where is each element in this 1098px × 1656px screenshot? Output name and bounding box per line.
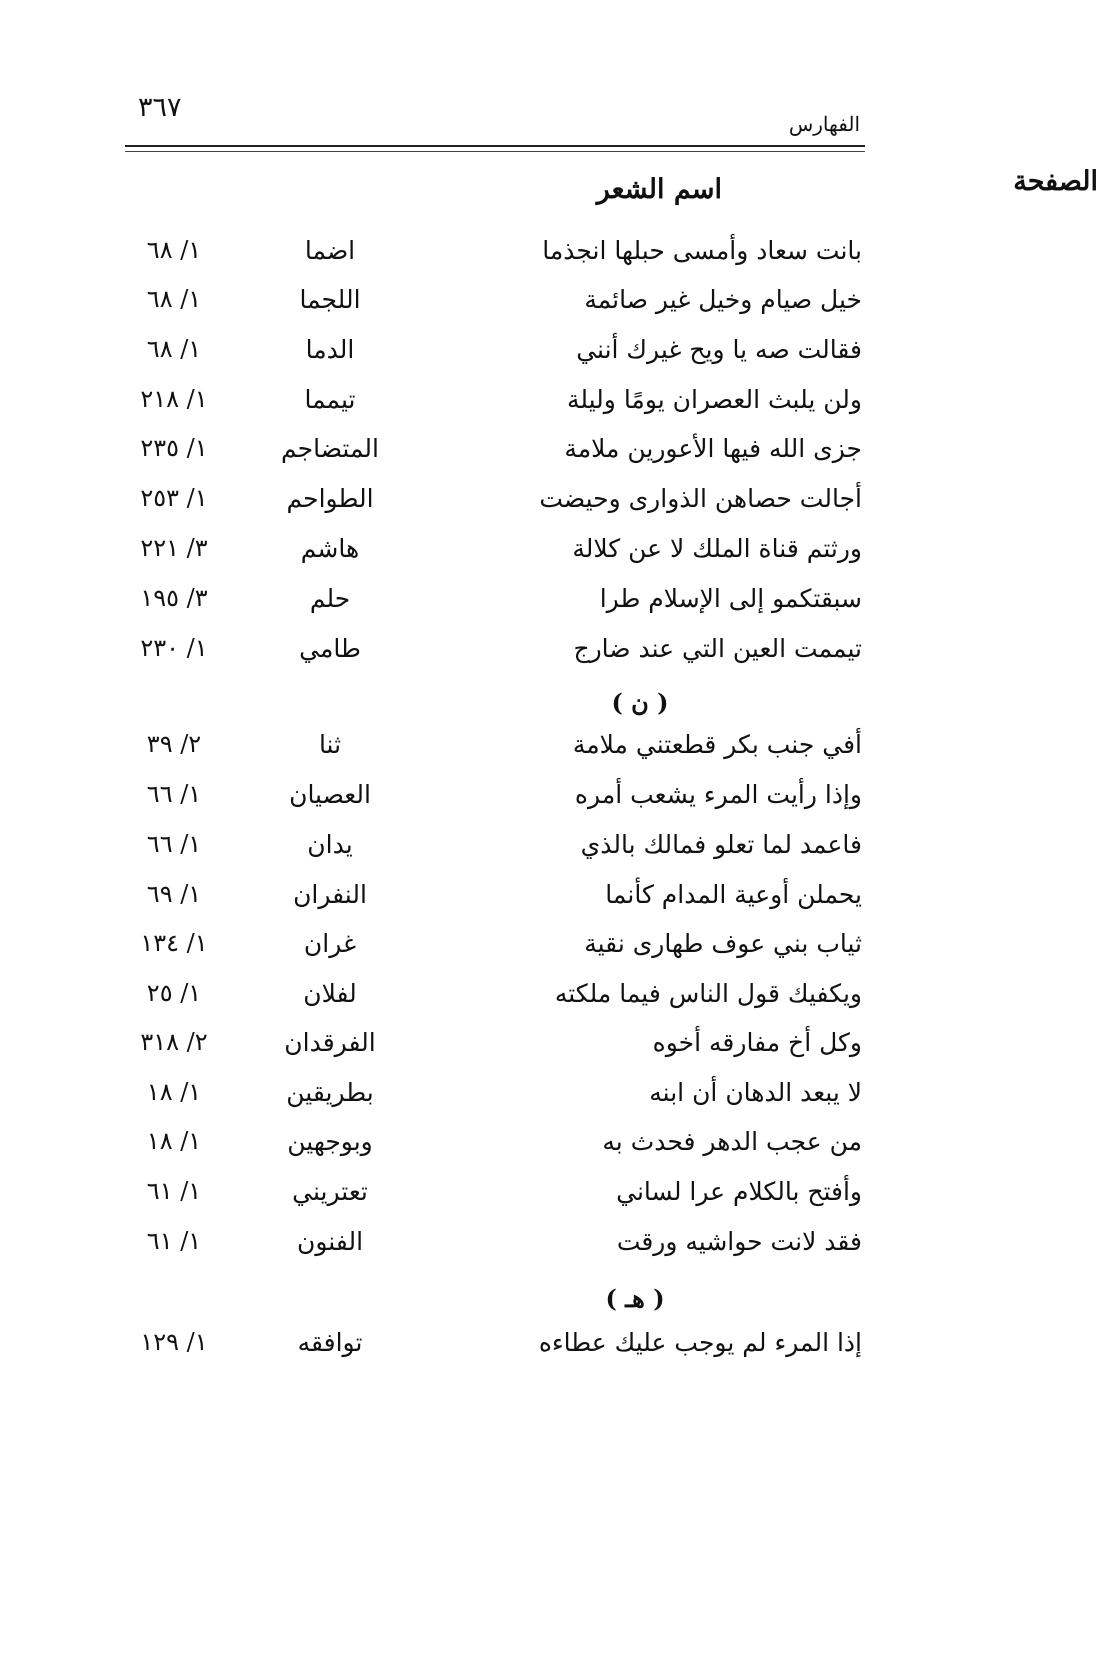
index-entry bbox=[100, 335, 862, 379]
index-entry bbox=[100, 534, 862, 578]
rhyme-word: ثنا bbox=[318, 730, 342, 759]
rhyme-word: غران bbox=[303, 929, 357, 958]
index-entry bbox=[100, 730, 862, 774]
index-entry bbox=[100, 880, 862, 924]
page-reference: ١/ ٦٨ bbox=[146, 335, 202, 363]
rhyme-word: تيمما bbox=[304, 385, 356, 414]
index-entry bbox=[100, 1177, 862, 1221]
verse-text: أجالت حصاهن الذوارى وحيضت bbox=[539, 484, 862, 513]
rhyme-word: العصيان bbox=[289, 780, 371, 809]
verse-text: ثياب بني عوف طهارى نقية bbox=[584, 929, 862, 958]
verse-text: جزى الله فيها الأعورين ملامة bbox=[564, 434, 862, 463]
index-entry bbox=[100, 434, 862, 478]
page-reference: ٢/ ٣٩ bbox=[146, 730, 202, 758]
verse-text: يحملن أوعية المدام كأنما bbox=[605, 880, 862, 909]
rhyme-word: لفلان bbox=[303, 979, 357, 1008]
rhyme-word: بطريقين bbox=[286, 1078, 374, 1107]
verse-text: ورثتم قناة الملك لا عن كلالة bbox=[572, 534, 862, 563]
header-rule-thin bbox=[125, 151, 865, 152]
page-reference: ١/ ٦٦ bbox=[146, 780, 202, 808]
verse-text: بانت سعاد وأمسى حبلها انجذما bbox=[542, 236, 862, 265]
verse-text: وأفتح بالكلام عرا لساني bbox=[616, 1177, 862, 1206]
column-heading-poem: اسم الشعر bbox=[596, 174, 722, 205]
index-entry bbox=[100, 830, 862, 874]
running-header: الفهارس bbox=[788, 112, 860, 136]
verse-text: من عجب الدهر فحدث به bbox=[602, 1127, 862, 1156]
page-reference: ١/ ١٨ bbox=[146, 1127, 202, 1155]
rhyme-word: وبوجهين bbox=[287, 1127, 373, 1156]
rhyme-word: النفران bbox=[293, 880, 367, 909]
index-entry bbox=[100, 236, 862, 280]
page-reference: ١/ ٢١٨ bbox=[140, 385, 208, 413]
index-entry bbox=[100, 1227, 862, 1271]
page-reference: ١/ ٦٨ bbox=[146, 236, 202, 264]
page-reference: ١/ ١٨ bbox=[146, 1078, 202, 1106]
index-entry bbox=[100, 1028, 862, 1072]
index-entry bbox=[100, 1328, 862, 1372]
verse-text: لا يبعد الدهان أن ابنه bbox=[649, 1078, 862, 1107]
index-entry bbox=[100, 634, 862, 678]
page-reference: ٢/ ٣١٨ bbox=[140, 1028, 208, 1056]
verse-text: وإذا رأيت المرء يشعب أمره bbox=[574, 780, 862, 809]
index-entry bbox=[100, 584, 862, 628]
section-heading-ha: ( هـ ) bbox=[605, 1284, 665, 1313]
verse-text: خيل صيام وخيل غير صائمة bbox=[584, 285, 862, 314]
index-entry bbox=[100, 1127, 862, 1171]
index-entry bbox=[100, 285, 862, 329]
verse-text: تيممت العين التي عند ضارج bbox=[573, 634, 862, 663]
page-number: ٣٦٧ bbox=[138, 92, 182, 123]
index-entry bbox=[100, 1078, 862, 1122]
page-reference: ١/ ٦١ bbox=[146, 1227, 202, 1255]
verse-text: فاعمد لما تعلو فمالك بالذي bbox=[580, 830, 862, 859]
page-reference: ٣/ ١٩٥ bbox=[140, 584, 208, 612]
rhyme-word: طامي bbox=[299, 634, 361, 663]
index-entry bbox=[100, 780, 862, 824]
rhyme-word: اضما bbox=[304, 236, 356, 265]
verse-text: فقالت صه يا ويح غيرك أنني bbox=[576, 335, 862, 364]
section-heading-noon: ( ن ) bbox=[611, 688, 669, 717]
rhyme-word: توافقه bbox=[297, 1328, 363, 1357]
page-reference: ١/ ٦١ bbox=[146, 1177, 202, 1205]
rhyme-word: الفنون bbox=[296, 1227, 364, 1256]
rhyme-word: هاشم bbox=[300, 534, 360, 563]
rhyme-word: اللجما bbox=[299, 285, 361, 314]
column-heading-page: الصفحة bbox=[1013, 166, 1098, 197]
page-reference: ١/ ٦٨ bbox=[146, 285, 202, 313]
rhyme-word: المتضاجم bbox=[281, 434, 379, 463]
page-reference: ١/ ٦٩ bbox=[146, 880, 202, 908]
verse-text: ولن يلبث العصران يومًا وليلة bbox=[566, 385, 862, 414]
verse-text: أفي جنب بكر قطعتني ملامة bbox=[572, 730, 862, 759]
rhyme-word: الطواحم bbox=[286, 484, 374, 513]
index-entry bbox=[100, 385, 862, 429]
rhyme-word: الفرقدان bbox=[284, 1028, 376, 1057]
rhyme-word: حلم bbox=[309, 584, 351, 613]
verse-text: إذا المرء لم يوجب عليك عطاءه bbox=[538, 1328, 862, 1357]
page-reference: ١/ ٢٥ bbox=[146, 979, 202, 1007]
header-rule-thick bbox=[125, 145, 865, 147]
index-entry bbox=[100, 484, 862, 528]
index-entry bbox=[100, 929, 862, 973]
verse-text: فقد لانت حواشيه ورقت bbox=[616, 1227, 862, 1256]
page-reference: ١/ ١٣٤ bbox=[140, 929, 208, 957]
page-reference: ١/ ٢٣٠ bbox=[140, 634, 208, 662]
verse-text: سبقتكمو إلى الإسلام طرا bbox=[599, 584, 862, 613]
rhyme-word: يدان bbox=[307, 830, 353, 859]
page-reference: ٣/ ٢٢١ bbox=[140, 534, 208, 562]
rhyme-word: الدما bbox=[305, 335, 355, 364]
page-reference: ١/ ٦٦ bbox=[146, 830, 202, 858]
page-reference: ١/ ١٢٩ bbox=[140, 1328, 208, 1356]
page-reference: ١/ ٢٥٣ bbox=[140, 484, 208, 512]
verse-text: وكل أخ مفارقه أخوه bbox=[652, 1028, 862, 1057]
verse-text: ويكفيك قول الناس فيما ملكته bbox=[554, 979, 862, 1008]
rhyme-word: تعتريني bbox=[292, 1177, 368, 1206]
index-entry bbox=[100, 979, 862, 1023]
page-reference: ١/ ٢٣٥ bbox=[140, 434, 208, 462]
